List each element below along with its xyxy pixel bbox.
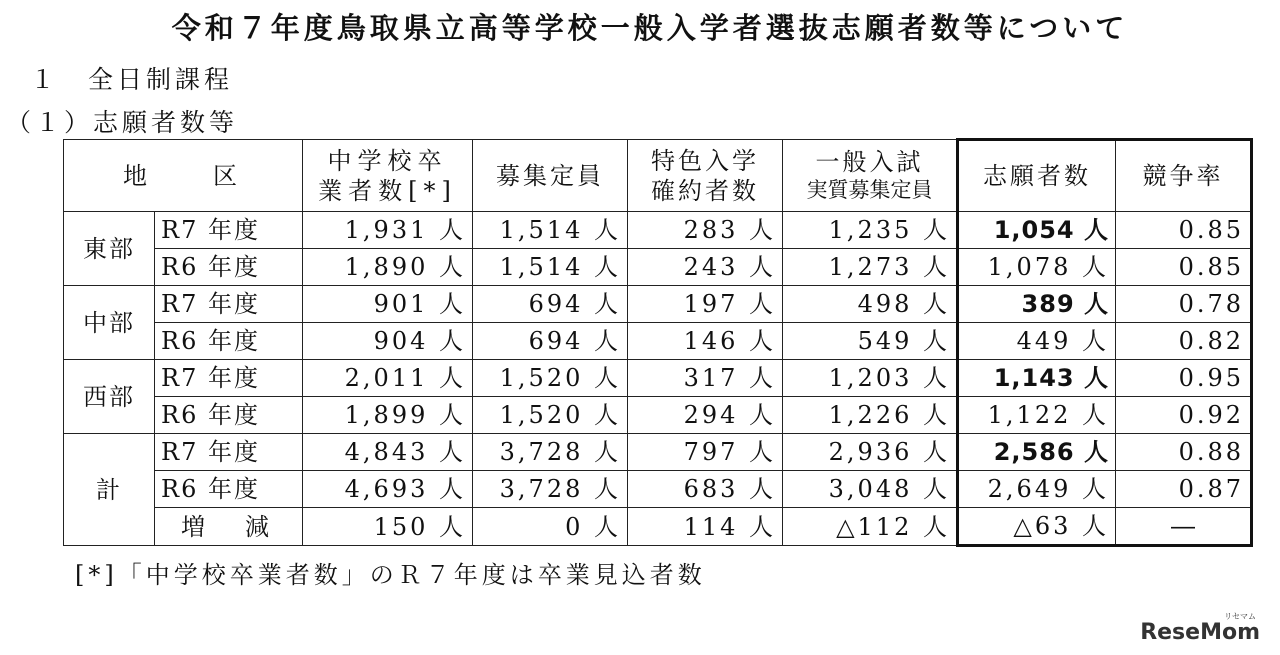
year-cell: 増 減 <box>155 508 303 546</box>
year-cell: R6 年度 <box>155 323 303 360</box>
region-cell: 計 <box>64 434 155 546</box>
year-cell: R7 年度 <box>155 360 303 397</box>
general-cell: △112 人 <box>783 508 958 546</box>
special-cell: 317 人 <box>628 360 783 397</box>
capacity-cell: 1,514 人 <box>473 249 628 286</box>
table-row <box>64 286 1252 323</box>
applicants-cell: 1,143 人 <box>958 360 1116 397</box>
applicants-table <box>63 138 1253 547</box>
capacity-cell: 3,728 人 <box>473 471 628 508</box>
special-cell: 146 人 <box>628 323 783 360</box>
applicants-cell: 1,078 人 <box>958 249 1116 286</box>
ratio-cell: 0.85 <box>1116 212 1252 249</box>
general-cell: 2,936 人 <box>783 434 958 471</box>
table-row <box>64 323 1252 360</box>
footnote: [*]「中学校卒業者数」のＲ７年度は卒業見込者数 <box>75 561 706 589</box>
capacity-cell: 3,728 人 <box>473 434 628 471</box>
ratio-cell: 0.78 <box>1116 286 1252 323</box>
capacity-cell: 694 人 <box>473 286 628 323</box>
general-cell: 1,226 人 <box>783 397 958 434</box>
table-row <box>64 212 1252 249</box>
graduates-cell: 4,693 人 <box>303 471 473 508</box>
header-capacity: 募集定員 <box>473 140 628 212</box>
general-cell: 549 人 <box>783 323 958 360</box>
graduates-cell: 2,011 人 <box>303 360 473 397</box>
capacity-cell: 1,520 人 <box>473 397 628 434</box>
table-row <box>64 471 1252 508</box>
applicants-cell: 2,586 人 <box>958 434 1116 471</box>
special-cell: 283 人 <box>628 212 783 249</box>
region-cell: 西部 <box>64 360 155 434</box>
ratio-cell: 0.95 <box>1116 360 1252 397</box>
year-cell: R7 年度 <box>155 212 303 249</box>
ratio-cell: 0.82 <box>1116 323 1252 360</box>
graduates-cell: 1,931 人 <box>303 212 473 249</box>
header-special-admission: 特色入学 確約者数 <box>628 140 783 212</box>
header-region: 地 区 <box>64 140 303 212</box>
applicants-cell: 449 人 <box>958 323 1116 360</box>
year-cell: R7 年度 <box>155 434 303 471</box>
ratio-cell: ― <box>1116 508 1252 546</box>
graduates-cell: 1,899 人 <box>303 397 473 434</box>
graduates-cell: 904 人 <box>303 323 473 360</box>
year-cell: R6 年度 <box>155 471 303 508</box>
applicants-cell: 2,649 人 <box>958 471 1116 508</box>
resemom-logo <box>1140 612 1260 645</box>
year-cell: R6 年度 <box>155 397 303 434</box>
special-cell: 294 人 <box>628 397 783 434</box>
table-row <box>64 397 1252 434</box>
general-cell: 1,203 人 <box>783 360 958 397</box>
table-row <box>64 508 1252 546</box>
general-cell: 3,048 人 <box>783 471 958 508</box>
special-cell: 797 人 <box>628 434 783 471</box>
general-cell: 498 人 <box>783 286 958 323</box>
header-competition-ratio: 競争率 <box>1116 140 1252 212</box>
table-row <box>64 434 1252 471</box>
applicants-cell: 1,122 人 <box>958 397 1116 434</box>
region-cell: 中部 <box>64 286 155 360</box>
ratio-cell: 0.88 <box>1116 434 1252 471</box>
applicants-cell: 1,054 人 <box>958 212 1116 249</box>
graduates-cell: 901 人 <box>303 286 473 323</box>
header-general-capacity: 一般入試 実質募集定員 <box>783 140 958 212</box>
special-cell: 197 人 <box>628 286 783 323</box>
logo-text: ReseMom <box>1140 620 1260 645</box>
general-cell: 1,235 人 <box>783 212 958 249</box>
capacity-cell: 1,520 人 <box>473 360 628 397</box>
header-applicants: 志願者数 <box>958 140 1116 212</box>
general-cell: 1,273 人 <box>783 249 958 286</box>
special-cell: 243 人 <box>628 249 783 286</box>
year-cell: R6 年度 <box>155 249 303 286</box>
ratio-cell: 0.85 <box>1116 249 1252 286</box>
document-title: 令和７年度鳥取県立高等学校一般入学者選抜志願者数等について <box>171 11 1129 45</box>
ratio-cell: 0.92 <box>1116 397 1252 434</box>
special-cell: 114 人 <box>628 508 783 546</box>
subsection-heading: （１）志願者数等 <box>6 108 239 137</box>
table-header <box>64 140 1252 212</box>
applicants-cell: △63 人 <box>958 508 1116 546</box>
table-row <box>64 249 1252 286</box>
header-graduates: 中学校卒 業者数[*] <box>303 140 473 212</box>
special-cell: 683 人 <box>628 471 783 508</box>
table-body <box>64 212 1252 546</box>
year-cell: R7 年度 <box>155 286 303 323</box>
ratio-cell: 0.87 <box>1116 471 1252 508</box>
section-heading: １ 全日制課程 <box>30 65 234 94</box>
region-cell: 東部 <box>64 212 155 286</box>
graduates-cell: 150 人 <box>303 508 473 546</box>
graduates-cell: 4,843 人 <box>303 434 473 471</box>
table-row <box>64 360 1252 397</box>
applicants-cell: 389 人 <box>958 286 1116 323</box>
capacity-cell: 1,514 人 <box>473 212 628 249</box>
logo-kana: リセマム <box>1224 612 1256 621</box>
capacity-cell: 694 人 <box>473 323 628 360</box>
capacity-cell: 0 人 <box>473 508 628 546</box>
graduates-cell: 1,890 人 <box>303 249 473 286</box>
